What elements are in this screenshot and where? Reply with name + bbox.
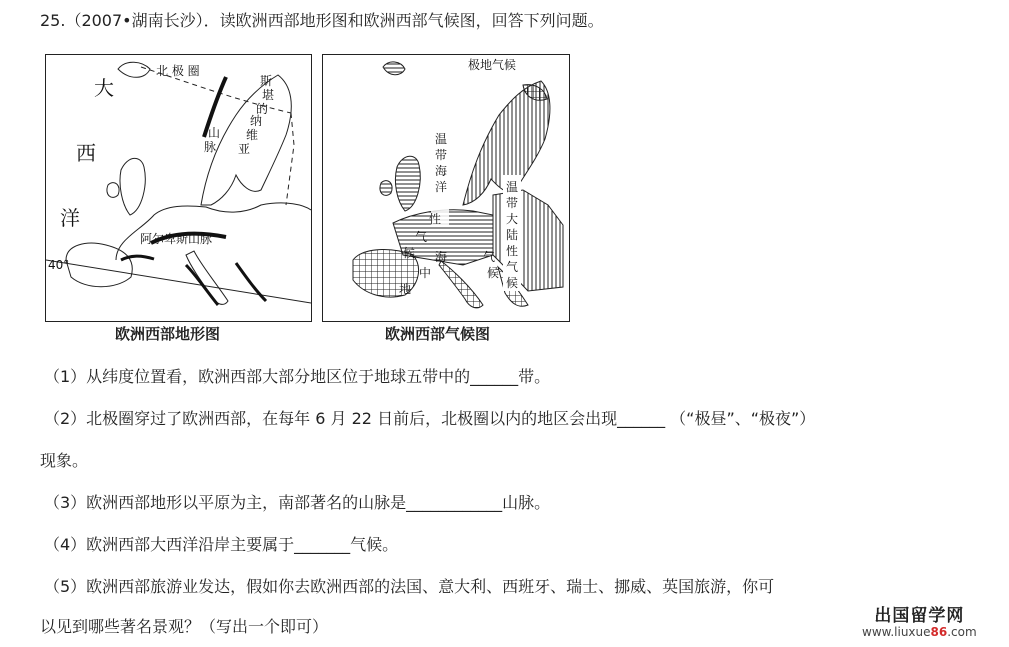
scandinavian-char-3: 纳: [250, 114, 263, 128]
alps-label: 阿尔卑斯山脉: [140, 232, 213, 246]
watermark-url: [862, 624, 977, 640]
watermark-site-name: 出国留学网: [874, 606, 965, 626]
watermark-url-prefix: www.liuxue: [862, 625, 931, 639]
terrain-map-caption: 欧洲西部地形图: [115, 325, 221, 343]
scandinavian-char-4: 维: [246, 128, 259, 142]
subquestion-1: （1）从纬度位置看，欧洲西部大部分地区位于地球五带中的______带。: [44, 367, 551, 386]
continental-char-6: 候: [506, 276, 519, 290]
mediterranean-char-4: 候: [487, 266, 500, 280]
watermark-url-red: 86: [930, 625, 948, 639]
scandinavian-char-6: 山: [208, 126, 221, 140]
ocean-label-1: 大: [94, 76, 114, 100]
continental-char-3: 陆: [506, 228, 519, 242]
maritime-char-4: 性: [429, 212, 442, 226]
subquestion-5-continued: 以见到哪些著名景观？（写出一个即可）: [40, 617, 329, 636]
climate-map-graphic: [323, 55, 569, 321]
question-title: 25.（2007•湖南长沙）．读欧洲西部地形图和欧洲西部气候图，回答下列问题。: [40, 11, 604, 30]
mediterranean-char-0: 地: [399, 282, 412, 296]
maritime-char-2: 海: [435, 164, 448, 178]
subquestion-2-continued: 现象。: [40, 451, 89, 470]
continental-char-4: 性: [506, 244, 519, 258]
climate-map-caption: 欧洲西部气候图: [385, 325, 491, 343]
watermark-url-suffix: .com: [947, 625, 977, 639]
subquestion-3: （3）欧洲西部地形以平原为主，南部著名的山脉是____________山脉。: [44, 493, 551, 512]
scandinavian-char-0: 斯: [260, 74, 273, 88]
continental-char-5: 气: [506, 260, 519, 274]
terrain-map-graphic: [46, 55, 311, 321]
scandinavian-char-2: 的: [256, 102, 269, 116]
scandinavian-char-1: 堪: [262, 88, 275, 102]
maritime-char-1: 带: [435, 148, 448, 162]
polar-climate-label: 极地气候: [468, 58, 517, 72]
climate-map: [322, 54, 570, 322]
maritime-char-5: 气: [415, 230, 428, 244]
subquestion-5: （5）欧洲西部旅游业发达，假如你去欧洲西部的法国、意大利、西班牙、瑞士、挪威、英国旅游，你可: [44, 577, 775, 596]
latitude-40-label: 40°: [48, 258, 70, 272]
maritime-char-6: 候: [403, 246, 416, 260]
maritime-char-0: 温: [435, 132, 448, 146]
scandinavian-char-7: 脉: [204, 140, 217, 154]
terrain-map: [45, 54, 312, 322]
subquestion-2: （2）北极圈穿过了欧洲西部，在每年 6 月 22 日前后，北极圈以内的地区会出现______ （“极昼”、“极夜”）: [44, 409, 816, 428]
continental-char-0: 温: [506, 180, 519, 194]
arctic-circle-label: 北 极 圈: [156, 64, 200, 78]
mediterranean-char-2: 海: [435, 250, 448, 264]
continental-char-1: 带: [506, 196, 519, 210]
subquestion-4: （4）欧洲西部大西洋沿岸主要属于_______气候。: [44, 535, 399, 554]
continental-char-2: 大: [506, 212, 519, 226]
ocean-label-2: 西: [76, 141, 96, 165]
site-watermark: [862, 608, 977, 640]
scandinavian-char-5: 亚: [238, 142, 251, 156]
ocean-label-3: 洋: [60, 206, 80, 230]
mediterranean-char-1: 中: [419, 266, 432, 280]
maritime-char-3: 洋: [435, 180, 448, 194]
mediterranean-char-3: 气: [483, 250, 496, 264]
